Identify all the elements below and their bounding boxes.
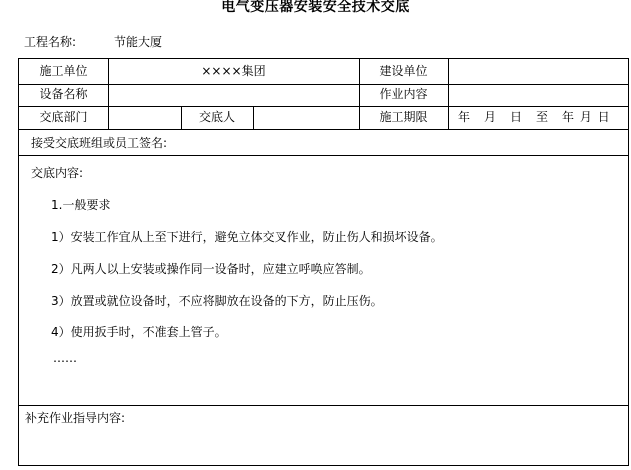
content-item: 4）使用扳手时，不准套上管子。 xyxy=(51,325,227,339)
row-divider xyxy=(19,84,628,85)
work-content-label: 作业内容 xyxy=(379,87,428,101)
row-divider xyxy=(19,405,628,406)
construction-unit-value: ××××集团 xyxy=(201,64,266,78)
content-item: 2）凡两人以上安装或操作同一设备时，应建立呼唤应答制。 xyxy=(51,262,371,276)
construction-period-label: 施工期限 xyxy=(379,110,428,124)
column-divider xyxy=(253,106,254,129)
column-divider xyxy=(448,59,449,129)
disclosure-person-label: 交底人 xyxy=(198,110,235,124)
content-item: 1.一般要求 xyxy=(51,198,111,212)
supplement-label: 补充作业指导内容: xyxy=(25,411,126,425)
document-title: 电气变压器安装安全技术交底 xyxy=(221,0,410,15)
content-item: 1）安装工作宜从上至下进行，避免立体交叉作业，防止伤人和损坏设备。 xyxy=(51,230,443,244)
builder-unit-label: 建设单位 xyxy=(379,64,428,78)
content-label: 交底内容: xyxy=(31,166,84,180)
row-divider xyxy=(19,106,628,107)
equipment-name-label: 设备名称 xyxy=(39,87,88,101)
content-item: …… xyxy=(53,351,77,365)
construction-period-value: 年 月 日 至 年 月 日 xyxy=(458,110,611,124)
disclosure-form-table xyxy=(18,58,629,466)
row-divider xyxy=(19,155,628,156)
project-name-label: 工程名称: xyxy=(24,35,77,49)
row-divider xyxy=(19,129,628,130)
content-item: 3）放置或就位设备时，不应将脚放在设备的下方，防止压伤。 xyxy=(51,294,383,308)
construction-unit-label: 施工单位 xyxy=(39,64,88,78)
project-name-value: 节能大厦 xyxy=(114,35,163,49)
disclosure-dept-label: 交底部门 xyxy=(39,110,88,124)
signature-label: 接受交底班组或员工签名: xyxy=(31,136,168,150)
